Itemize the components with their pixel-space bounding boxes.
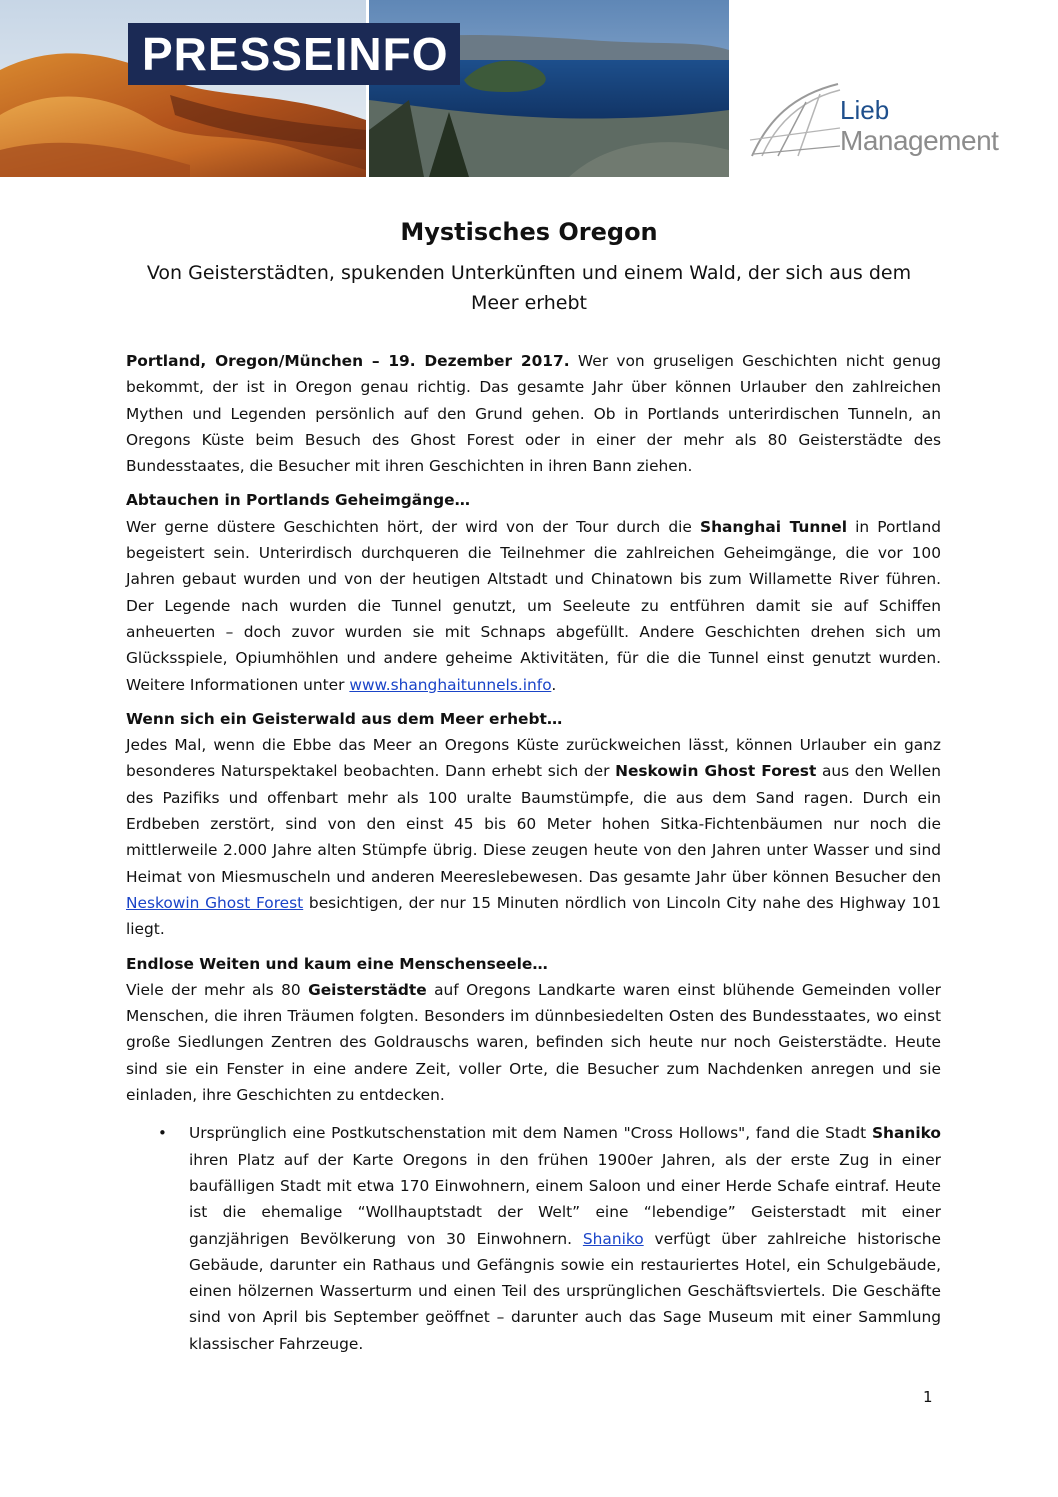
bold-term: Geisterstädte — [308, 980, 427, 999]
text-span: Viele der mehr als 80 — [126, 980, 309, 999]
text-span: ihren Platz auf der Karte Oregons in den frühen 1900er Jahren, als der erste Zug in einer baufälligen Stadt mit etwa 170 Einwohnern, einem Saloon und einer Herde Schafe eintraf. Heute ist die ehemalige “Wollhauptstadt der Welt” eine “lebendige” Geisterstadt mit einer ganzjährigen Bevölkerung von 30 Einwohnern. — [189, 1150, 941, 1248]
bold-term: Shanghai Tunnel — [699, 517, 847, 536]
header-banner — [0, 0, 729, 177]
text-span: auf Oregons Landkarte waren einst blühende Gemeinden voller Menschen, die ihren Träumen folgten. Besonders im dünnbesiedelten Osten des Bundesstaates, wo einst große Siedlungen Zentren des Goldrauschs waren, befinden sich heute nur noch Geisterstädte. Heute sind sie ein Fenster in eine andere Zeit, voller Orte, die Besucher zum Nachdenken anregen und sie einladen, ihre Geschichten zu entdecken. — [126, 980, 941, 1105]
article-body — [126, 348, 941, 1357]
page-number: 1 — [923, 1388, 933, 1406]
bold-term: Neskowin Ghost Forest — [615, 762, 817, 781]
lieb-management-logo — [748, 80, 1043, 160]
text-span: verfügt über zahlreiche historische Gebäude, darunter ein Rathaus und Gefängnis sowie ein restauriertes Hotel, ein Schulgebäude, einen hölzernen Wasserturm und einen Teil des ursprünglichen Geschäftsviertels. Die Geschäfte sind von April bis September geöffnet – darunter auch das Sage Museum mit einer Sammlung klassischer Fahrzeuge. — [189, 1229, 941, 1353]
logo-arch-icon — [748, 80, 843, 160]
neskowin-ghost-forest-link[interactable]: Neskowin Ghost Forest — [126, 893, 304, 912]
list-item — [126, 1120, 941, 1357]
text-span: in Portland begeistert sein. Unterirdisch durchqueren die Teilnehmer die zahlreichen Geheimgänge, die vor 100 Jahren gebaut wurden und von der heutigen Altstadt und Chinatown bis zum Willamette River führen. Der Legende nach wurden die Tunnel genutzt, um Seeleute zu entführen damit sie auf Schiffen anheuerten – doch zuvor wurden sie mit Schnaps abgefüllt. Andere Geschichten drehen sich um Glücksspiele, Opiumhöhlen und andere geheime Aktivitäten, für die die Tunnel einst genutzt wurden. Weitere Informationen unter — [126, 517, 941, 694]
text-span: . — [551, 675, 557, 694]
text-span: Ursprünglich eine Postkutschenstation mit dem Namen "Cross Hollows", fand die Stadt — [189, 1124, 872, 1143]
shanghaitunnels-link[interactable]: www.shanghaitunnels.info — [349, 675, 552, 694]
section-heading-ghost-forest: Wenn sich ein Geisterwald aus dem Meer erhebt… — [126, 709, 563, 728]
intro-paragraph — [126, 348, 941, 479]
shaniko-link[interactable]: Shaniko — [582, 1229, 644, 1248]
bullet-icon: • — [158, 1124, 167, 1143]
article-title: Mystisches Oregon — [400, 218, 658, 246]
section-heading-ghost-towns: Endlose Weiten und kaum eine Menschenseele… — [126, 954, 548, 973]
article-subtitle: Von Geisterstädten, spukenden Unterkünften und einem Wald, der sich aus dem Meer erhebt — [146, 262, 912, 314]
bold-term: Shaniko — [871, 1124, 941, 1143]
section-paragraph-ghost-forest — [126, 732, 941, 942]
intro-text: Wer von gruseligen Geschichten nicht genug bekommt, der ist in Oregon genau richtig. Das gesamte Jahr über können Urlauber den zahlreichen Mythen und Legenden persönlich auf den Grund gehen. Ob in Portlands unterirdischen Tunneln, an Oregons Küste beim Besuch des Ghost Forest oder in einer der mehr als 80 Geisterstädte des Bundesstaates, die Besucher mit ihren Geschichten in ihren Bann ziehen. — [126, 352, 941, 476]
text-span: aus den Wellen des Pazifiks und offenbart mehr als 100 uralte Baumstümpfe, die aus dem Sand ragen. Durch ein Erdbeben zerstört, sind von den einst 45 bis 60 Meter hohen Sitka-Fichtenbäumen nur noch die mittlerweile 2.000 Jahre alten Stümpfe übrig. Diese zeugen heute von den Jahren unter Wasser und sind Heimat von Miesmuscheln und anderen Meereslebewesen. Das gesamte Jahr über können Besucher den — [126, 762, 941, 886]
presseinfo-title: PRESSEINFO — [128, 23, 460, 85]
text-span: Wer gerne düstere Geschichten hört, der wird von der Tour durch die — [126, 517, 700, 536]
ghost-town-list — [126, 1120, 941, 1357]
text-span: Jedes Mal, wenn die Ebbe das Meer an Oregons Küste zurückweichen lässt, können Urlauber ein ganz besonderes Naturspektakel beobachten. Dann erhebt sich der — [126, 736, 941, 781]
logo-word-lieb: Lieb — [840, 95, 890, 125]
section-paragraph-ghost-towns — [126, 977, 941, 1108]
logo-word-management: Management — [840, 125, 999, 156]
section-paragraph-tunnels — [126, 514, 941, 698]
section-heading-tunnels: Abtauchen in Portlands Geheimgänge… — [126, 491, 470, 510]
dateline: Portland, Oregon/München – 19. Dezember 2017. — [126, 352, 570, 370]
text-span: besichtigen, der nur 15 Minuten nördlich von Lincoln City nahe des Highway 101 liegt. — [126, 893, 941, 939]
